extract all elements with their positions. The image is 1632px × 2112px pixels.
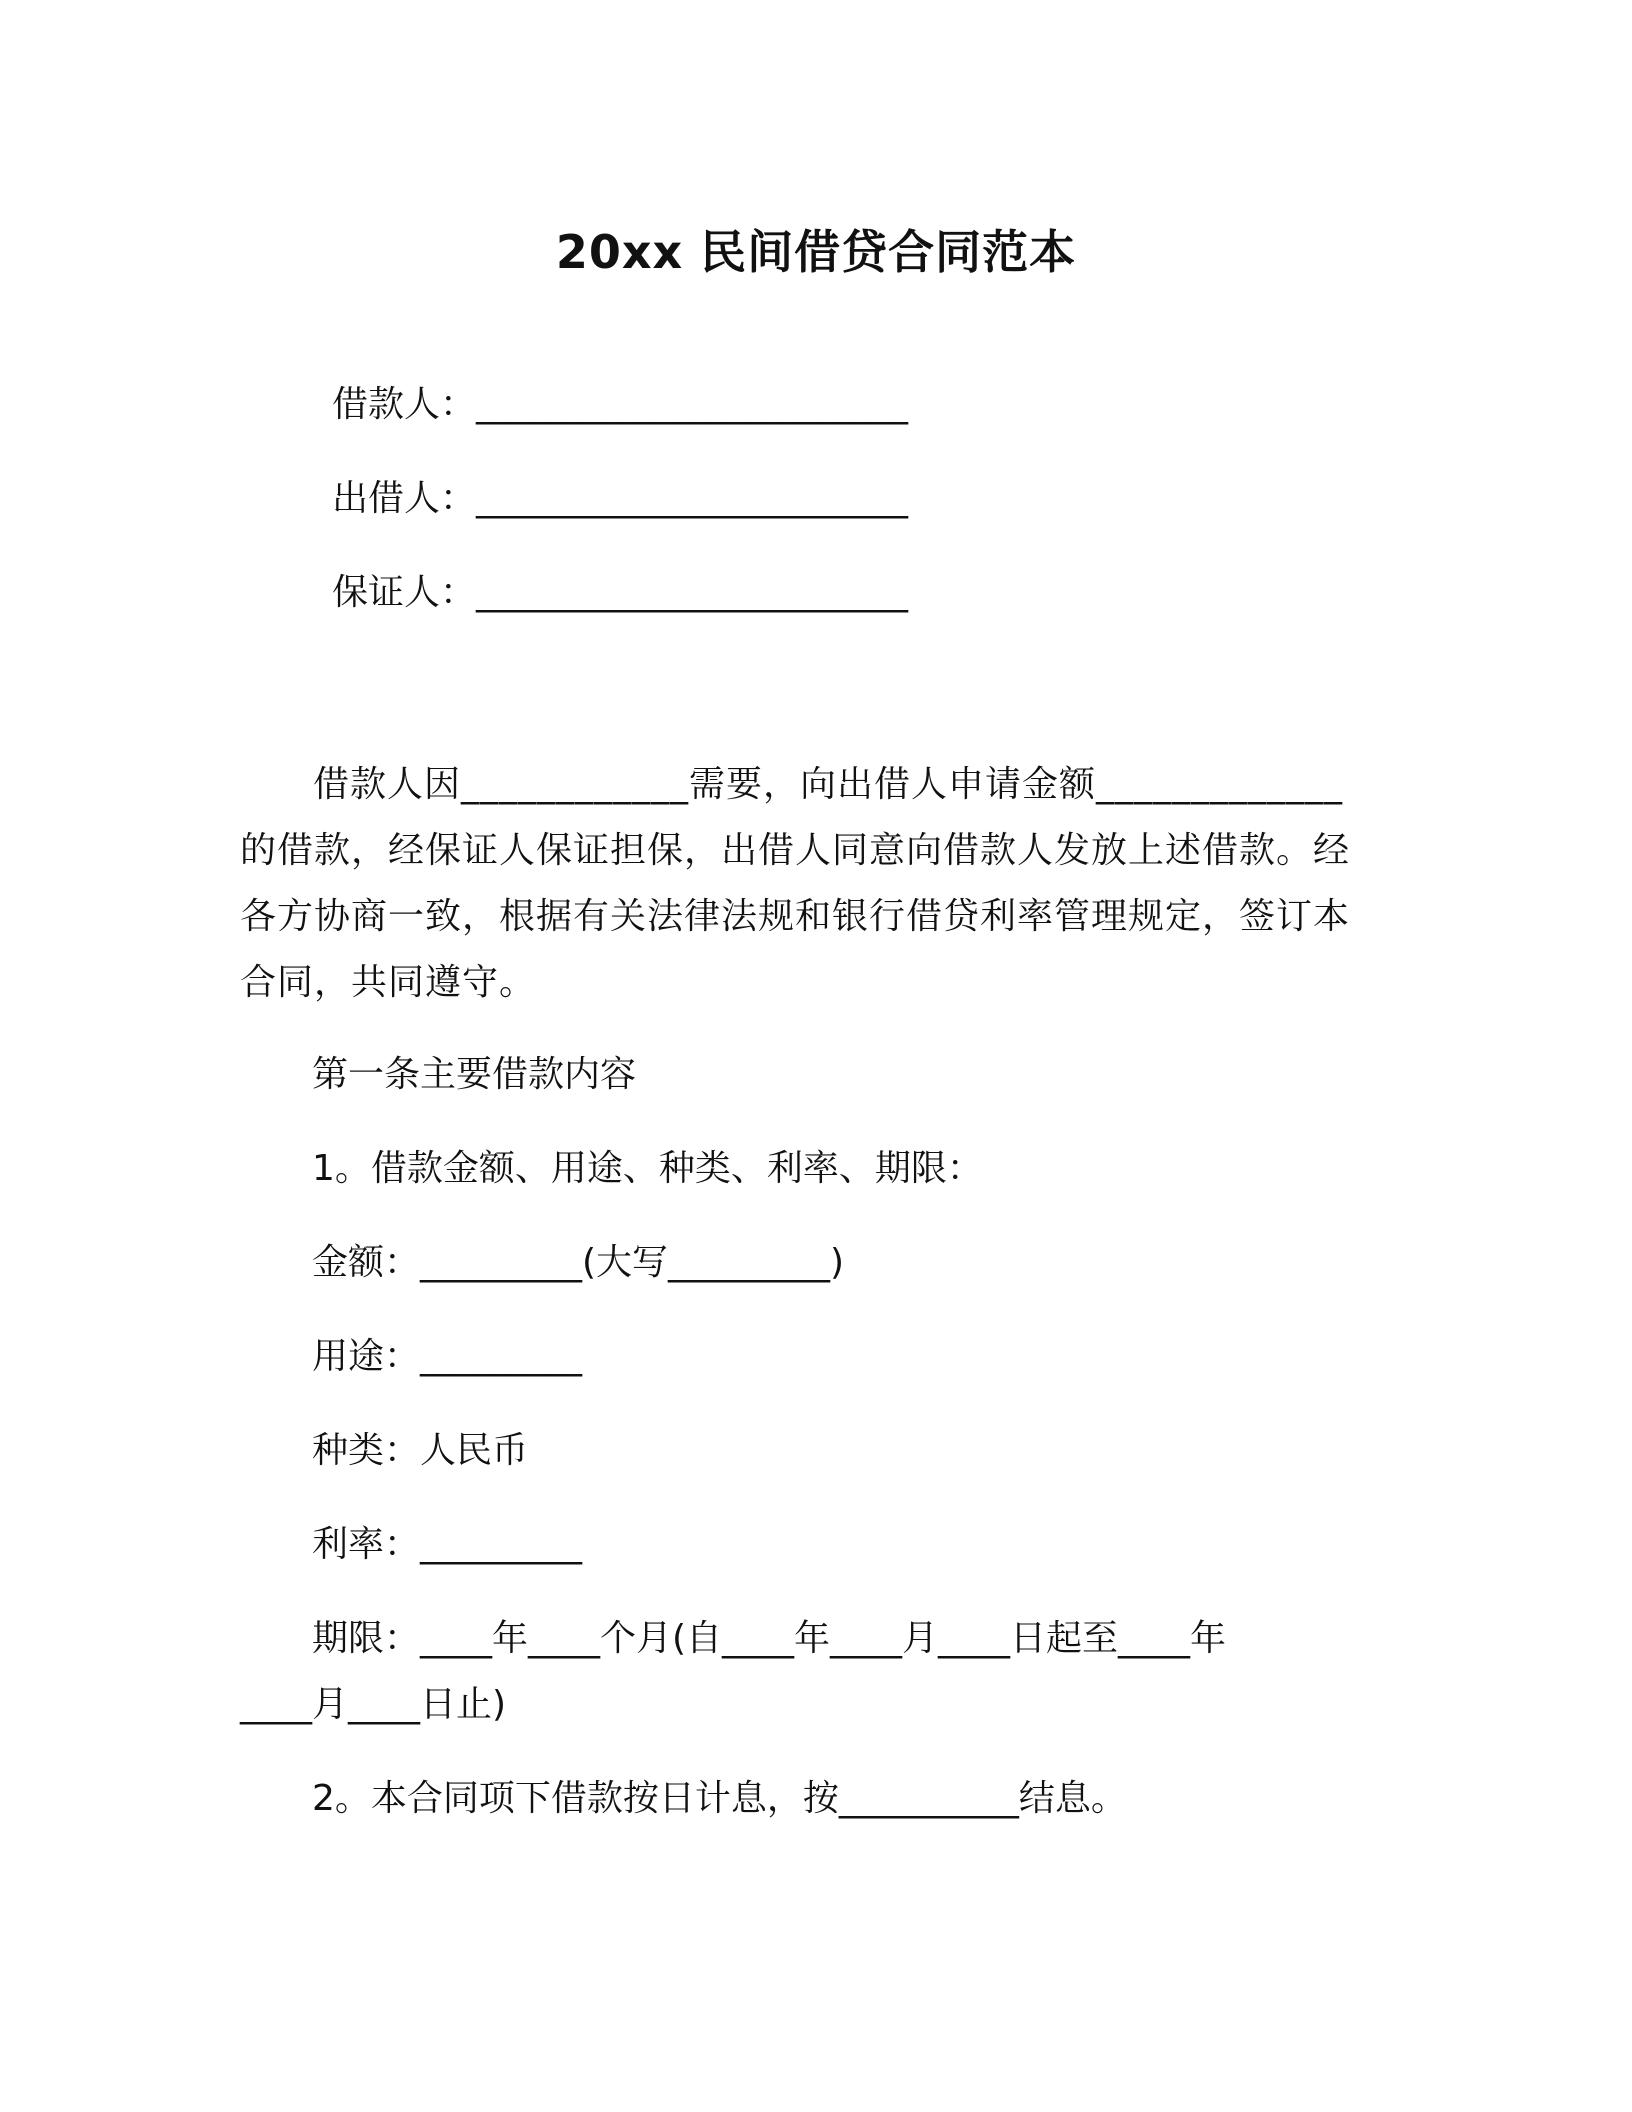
borrower-blank: ________________________: [476, 384, 909, 425]
borrower-line: [332, 380, 908, 430]
borrower-label: 借款人：: [332, 384, 477, 425]
amount-field: 金额：_________(大写_________): [312, 1242, 845, 1283]
term-field-line-2: ____月____日止): [240, 1684, 507, 1725]
lender-label: 出借人：: [332, 478, 477, 519]
lender-line: [332, 474, 908, 524]
term-field-line-1: 期限：____年____个月(自____年____月____日起至____年: [312, 1618, 1227, 1659]
currency-field: 种类：人民币: [312, 1430, 529, 1471]
guarantor-blank: ________________________: [476, 572, 909, 613]
guarantor-line: [332, 568, 908, 618]
purpose-field: 用途：_________: [312, 1336, 583, 1377]
preamble-paragraph: 借款人因____________需要，向出借人申请金额_____________的借款，经保证人保证担保，出借人同意向借款人发放上述借款。经各方协商一致，根据有关法律法规和银行借贷利率管理规定，签订本合同，共同遵守。: [240, 764, 1351, 1003]
clause-1: 1。借款金额、用途、种类、利率、期限：: [312, 1148, 983, 1189]
rate-field: 利率：_________: [312, 1524, 583, 1565]
document-title: 20xx 民间借贷合同范本: [555, 225, 1077, 279]
guarantor-label: 保证人：: [332, 572, 477, 613]
article-1-heading: 第一条主要借款内容: [312, 1054, 637, 1095]
lender-blank: ________________________: [476, 478, 909, 519]
clause-2: 2。本合同项下借款按日计息，按__________结息。: [312, 1778, 1127, 1819]
